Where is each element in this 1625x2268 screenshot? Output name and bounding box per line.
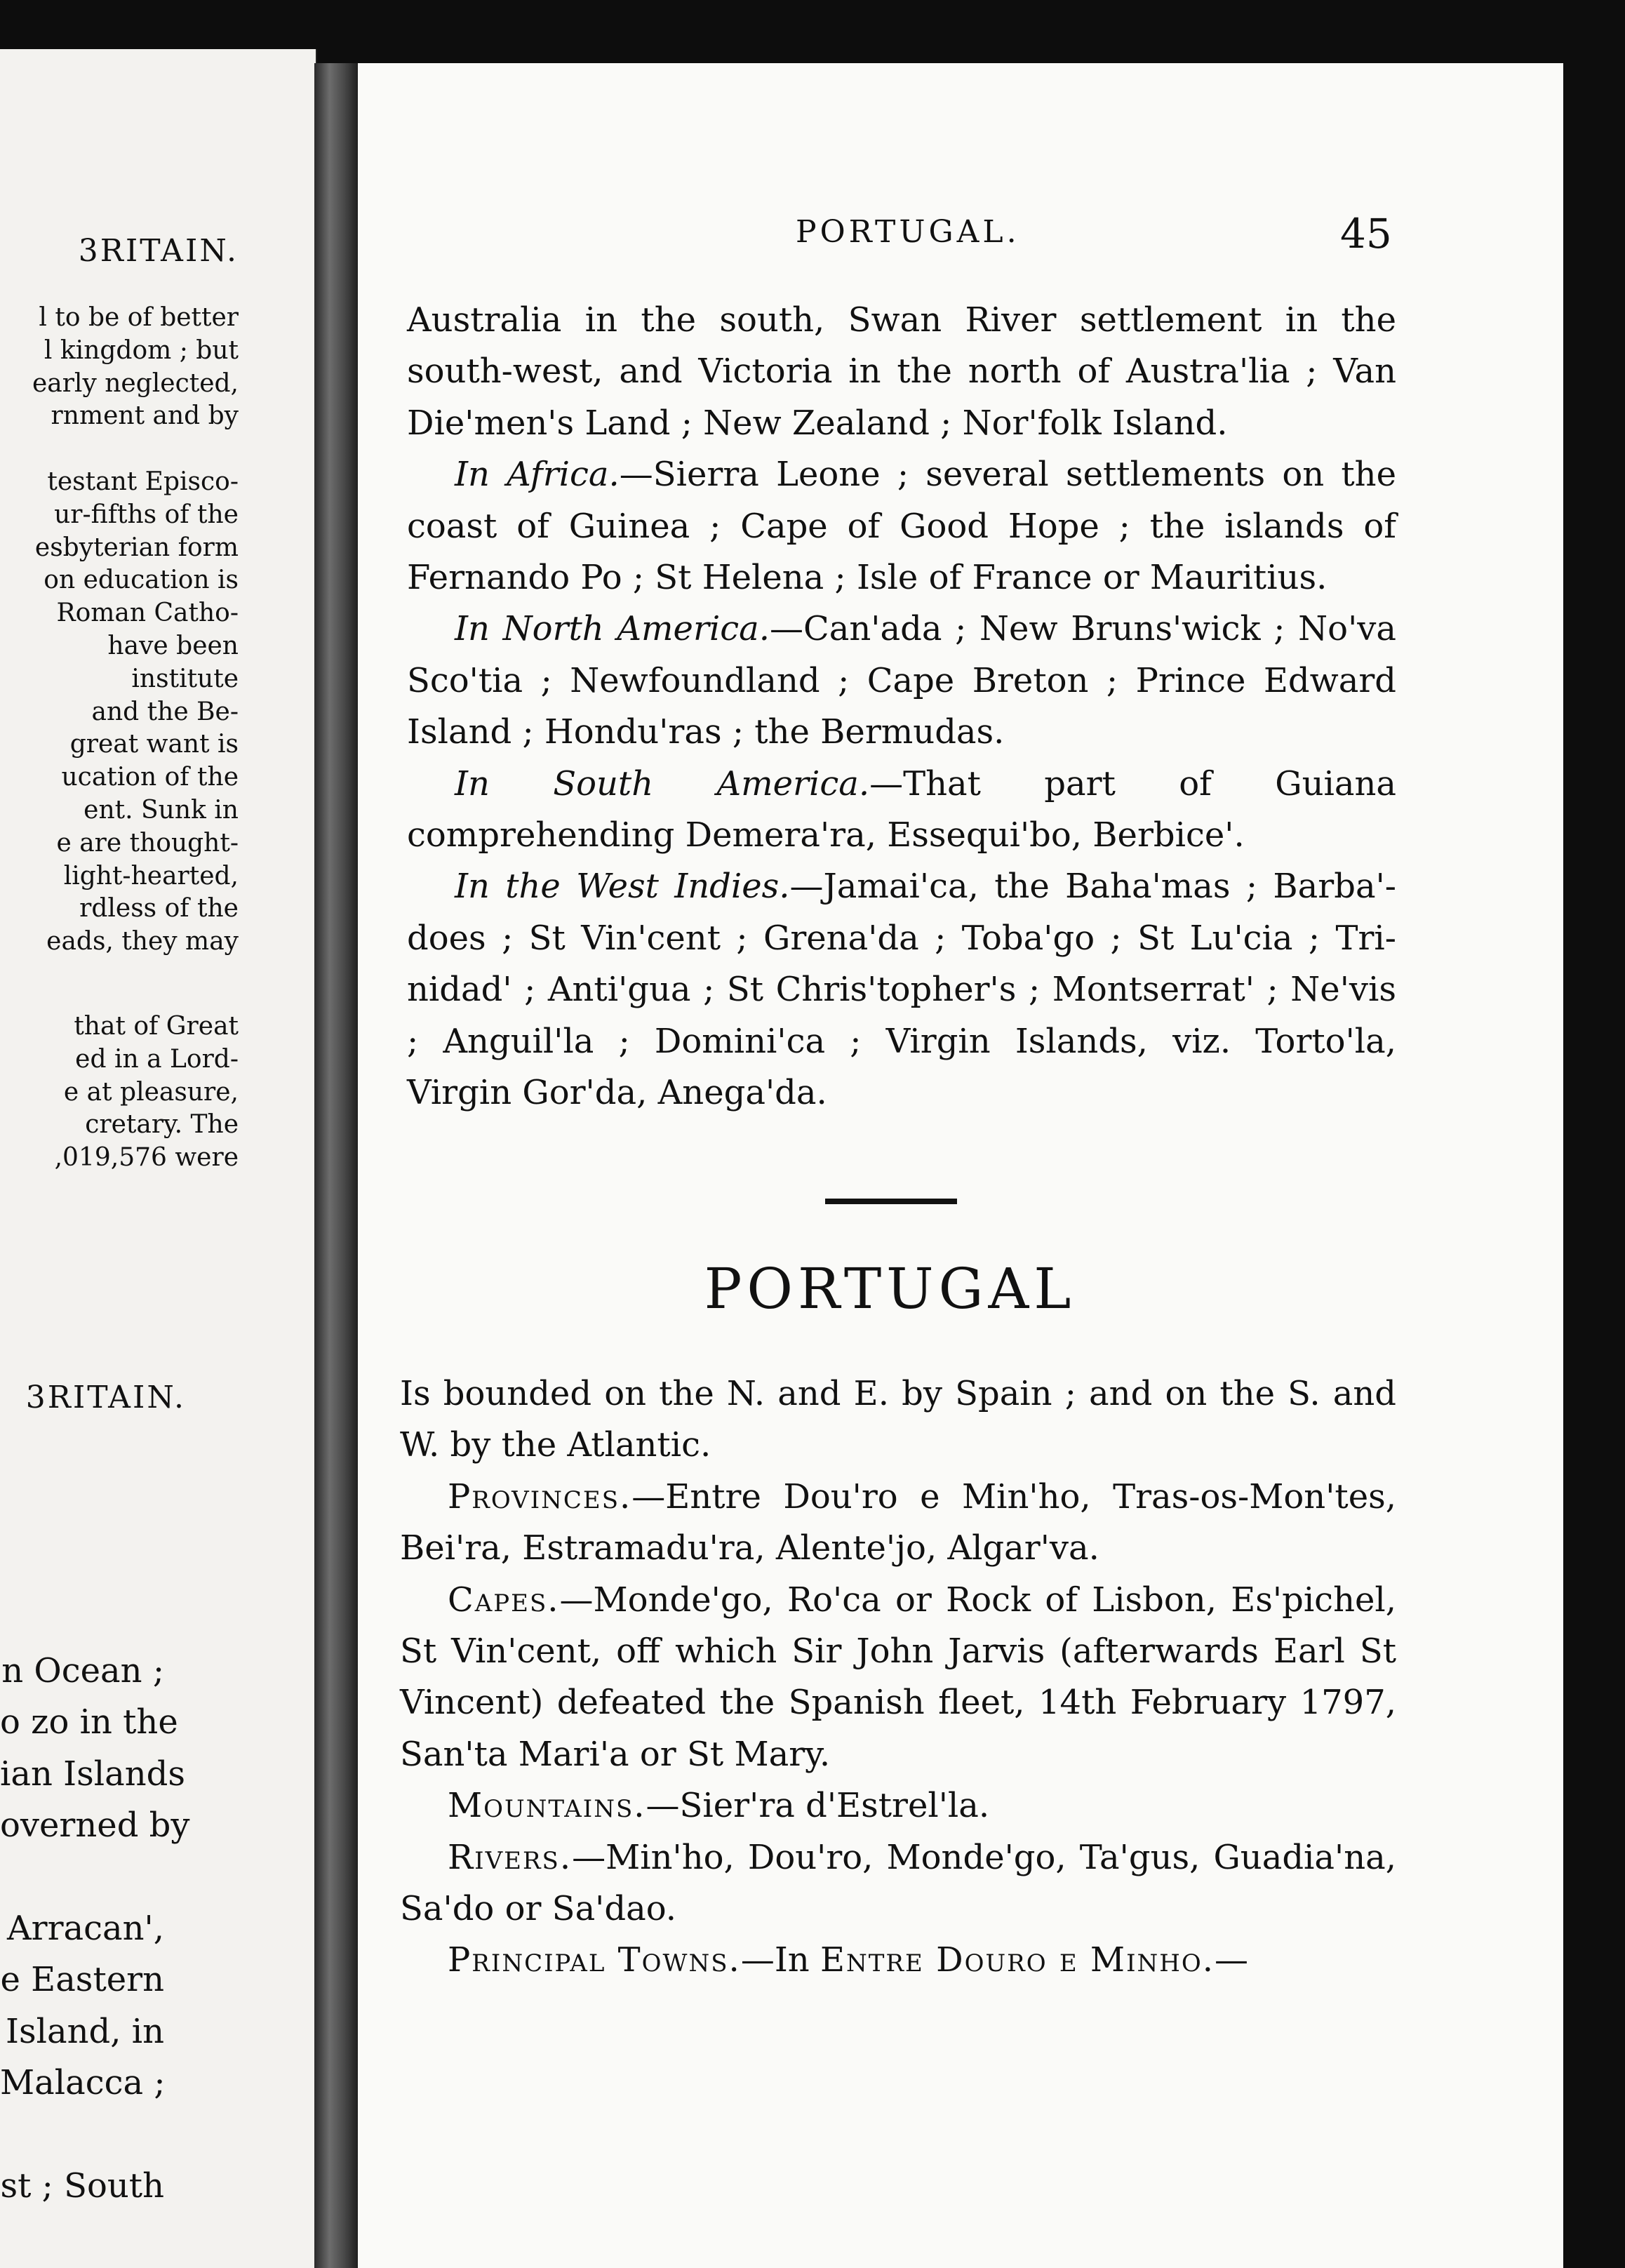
left-page-line: institute (131, 664, 239, 693)
mountains-paragraph (400, 1780, 1396, 1832)
portugal-text (400, 1368, 1396, 1987)
page-header (358, 210, 1410, 263)
towns-region: Entre Douro e Minho. (820, 1940, 1215, 1980)
section-title: PORTUGAL (704, 1256, 1076, 1321)
left-page-line: early neglected, (32, 368, 239, 398)
west-indies-paragraph (407, 861, 1396, 1119)
provinces-paragraph (400, 1472, 1396, 1575)
right-page (358, 63, 1563, 2268)
left-page-line: ucation of the (61, 763, 239, 792)
left-page-line: e are thought- (56, 828, 239, 858)
running-title: PORTUGAL. (796, 214, 1020, 250)
left-page-heading-lower: 3RITAIN. (25, 1380, 186, 1415)
colonies-text (407, 295, 1396, 1119)
left-page-line: n Ocean ; (1, 1651, 164, 1690)
left-page-heading: 3RITAIN. (78, 233, 239, 269)
rivers-text: —Min'ho, Dou'ro, Monde'go, Ta'gus, Guadia'na, Sa'do or Sa'dao. (400, 1837, 1396, 1929)
towns-text: —In (740, 1940, 820, 1980)
left-page-line: Island, in (6, 2011, 164, 2051)
left-page-line: ,019,576 were (54, 1143, 239, 1173)
north-america-text: —Can'ada ; New Bruns'wick ; No'va Sco'tia ; Newfoundland ; Cape Breton ; Prince Edward Island ; Hondu'ras ; the Bermudas. (407, 609, 1396, 752)
left-page-line: testant Episco- (47, 467, 239, 496)
capes-paragraph (400, 1575, 1396, 1781)
left-page-line (0, 433, 239, 466)
mountains-label: Mountains. (448, 1786, 646, 1826)
left-page-line: have been (107, 631, 239, 660)
left-page-line: esbyterian form (34, 533, 239, 562)
left-page-line: rnment and by (51, 401, 239, 431)
australia-paragraph: Australia in the south, Swan River settlement in the south-west, and Victoria in the north of Austra'lia ; Van Die'men's Land ; New Zealand ; Nor'folk Island. (407, 300, 1396, 443)
left-page-line: ent. Sunk in (83, 795, 239, 825)
page-number: 45 (1340, 210, 1392, 258)
capes-label: Capes. (448, 1580, 560, 1620)
north-america-paragraph (407, 603, 1396, 758)
left-page-line: great want is (69, 730, 239, 759)
left-page-line: st ; South (0, 2166, 164, 2206)
left-page-text-block-1 (0, 302, 239, 959)
towns-dash: — (1215, 1940, 1249, 1980)
left-page-line: l kingdom ; but (44, 335, 239, 365)
left-page-line: Malacca ; (0, 2063, 166, 2103)
left-page-line (0, 2109, 164, 2161)
left-page-text-block-3 (0, 1646, 190, 2212)
left-page-line: eads, they may (46, 927, 239, 956)
towns-label: Principal Towns. (448, 1940, 741, 1980)
left-page-line: e at pleasure, (63, 1077, 239, 1107)
provinces-text: —Entre Dou'ro e Min'ho, Tras-os-Mon'tes, Bei'ra, Estramadu'ra, Alente'jo, Algar'va. (400, 1476, 1396, 1568)
west-indies-text: —Jamai'ca, the Baha'mas ; Barba'-does ; St Vin'cent ; Grena'da ; Toba'go ; St Lu'cia ; Tri-nidad' ; Anti'gua ; St Chris'topher's ; Montserrat' ; Ne'vis ; Anguil'la ; Domini'ca ; Virgin Islands, viz. Torto'la, Virgin Gor'da, Anega'da. (407, 867, 1396, 1113)
left-page-line: on education is (44, 566, 239, 595)
left-page-line: and the Be- (91, 697, 239, 726)
left-page-line: cretary. The (85, 1110, 239, 1140)
left-page-text-block-2 (0, 1010, 239, 1175)
south-america-paragraph (407, 759, 1396, 862)
towns-paragraph (400, 1935, 1396, 1986)
section-divider-rule (825, 1199, 957, 1204)
left-page-line: e Eastern (0, 1960, 164, 2000)
bounds-paragraph: Is bounded on the N. and E. by Spain ; and on the S. and W. by the Atlantic. (400, 1374, 1396, 1465)
rivers-paragraph (400, 1832, 1396, 1935)
capes-text: —Monde'go, Ro'ca or Rock of Lisbon, Es'pichel, St Vin'cent, off which Sir John Jarvis (afterwards Earl St Vincent) defeated the Spanish fleet, 14th February 1797, San'ta Mari'a or St Mary. (400, 1580, 1396, 1774)
west-indies-label: In the West Indies. (455, 867, 790, 907)
south-america-label: In South America. (455, 763, 870, 803)
africa-text: —Sierra Leone ; several settlements on the coast of Guinea ; Cape of Good Hope ; the islands of Fernando Po ; St Helena ; Isle of France or Mauritius. (407, 455, 1396, 598)
left-page-line: ed in a Lord- (75, 1044, 239, 1074)
south-america-text: —That part of Guiana comprehending Demera'ra, Essequi'bo, Berbice'. (407, 763, 1397, 855)
left-page-line: that of Great (74, 1012, 239, 1041)
africa-paragraph (407, 449, 1396, 603)
mountains-text: —Sier'ra d'Estrel'la. (646, 1786, 990, 1826)
left-facing-page (0, 49, 317, 2268)
north-america-label: In North America. (455, 609, 770, 649)
left-page-line: ian Islands (0, 1754, 185, 1794)
left-page-line: overned by (0, 1806, 190, 1846)
left-page-line: o zo in the (0, 1702, 178, 1742)
africa-label: In Africa. (455, 455, 620, 495)
left-page-line: ur-fifths of the (54, 500, 239, 529)
rivers-label: Rivers. (448, 1837, 573, 1877)
left-page-line: Roman Catho- (56, 599, 239, 628)
left-page-line (0, 1852, 164, 1903)
book-gutter-shadow (314, 63, 358, 2268)
left-page-line: rdless of the (79, 894, 239, 923)
provinces-label: Provinces. (448, 1476, 632, 1516)
left-page-line: Arracan', (6, 1909, 164, 1949)
left-page-line: light-hearted, (63, 861, 239, 890)
left-page-line: l to be of better (39, 303, 239, 332)
